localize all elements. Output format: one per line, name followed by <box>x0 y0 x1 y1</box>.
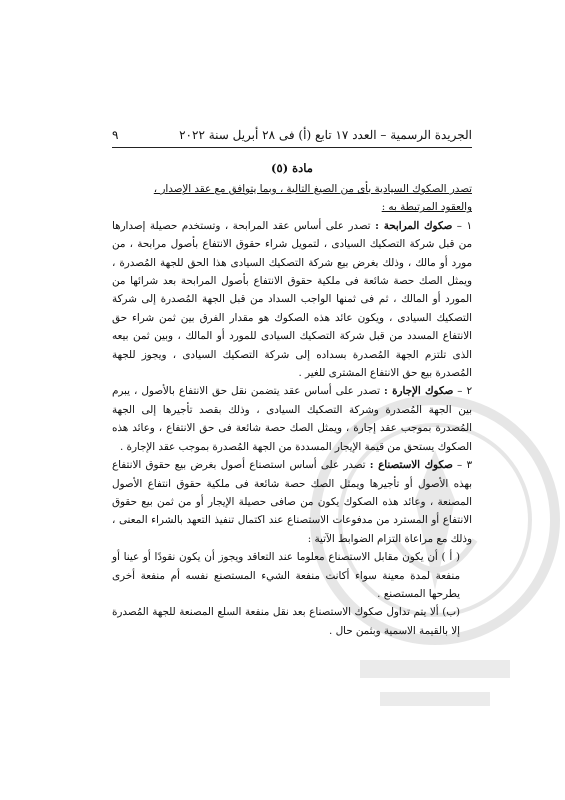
item-murabaha-label: صكوك المرابحة : <box>375 219 453 232</box>
condition-a-marker: ( أ ) <box>437 551 460 564</box>
article-title: مادة (٥) <box>271 161 313 175</box>
header-title: الجريدة الرسمية – العدد ١٧ تابع (أ) فى ٢٨ أبريل سنة ٢٠٢٢ <box>179 128 472 142</box>
intro-line-2: والعقود المرتبطة به : <box>381 201 472 214</box>
item-ijara-text: تصدر على أساس عقد يتضمن نقل حق الانتفاع بالأصول ، يبرم بين الجهة المُصدرة وشركة التصكيك السيادى ، وذلك بقصد تأجيرها إلى الجهة المُصدرة بموجب عقد إجارة ، ويمثل الصك حصة شائعة فى حق الانتفاع ، وعائد هذه الصكوك يستحق من قيمة الإيجار المسددة من الجهة المُصدرة بموجب عقد الإجارة . <box>112 385 472 453</box>
item-istisna-number: ٣ – <box>452 459 472 472</box>
item-murabaha <box>112 217 472 383</box>
condition-a <box>112 548 472 603</box>
intro-line-1: تصدر الصكوك السيادية بأى من الصيغ التالية ، وبما يتوافق مع عقد الإصدار ، <box>153 183 472 195</box>
item-murabaha-number: ١ – <box>452 219 472 232</box>
item-istisna <box>112 456 472 548</box>
item-istisna-label: صكوك الاستصناع : <box>369 459 453 472</box>
item-murabaha-text: تصدر على أساس عقد المرابحة ، وتستخدم حصيلة إصدارها من قبل شركة التصكيك السيادى ، لتمويل شراء حقوق الانتفاع بأصول مرابحة ، من مورد أو مالك ، وذلك بغرض بيع شركة التصكيك السيادى هذا الحق للجهة المُصدرة ، ويمثل الصك حصة شائعة فى ملكية حقوق الانتفاع بأصول المرابحة بعد شرائها من المورد أو المالك ، ثم فى ثمنها الواجب السداد من قبل الجهة المُصدرة إلى شركة التصكيك السيادى ، ويكون عائد هذه الصكوك هو مقدار الفرق بين ثمن شراء حق الانتفاع المسدد من قبل شركة التصكيك السيادى للمورد أو المالك ، وبين ثمن بيعه الذى تلتزم الجهة المُصدرة بسداده إلى شركة التصكيك السيادى ، ويجوز للجهة المُصدرة بيع حق الانتفاع المشترى للغير . <box>112 219 472 380</box>
article-body <box>112 180 472 640</box>
intro-paragraph <box>112 180 472 217</box>
page-number: ٩ <box>112 128 119 142</box>
condition-b <box>112 603 472 640</box>
page-header <box>112 128 472 146</box>
condition-b-text: ألا يتم تداول صكوك الاستصناع بعد نقل منفعة السلع المصنعة للجهة المُصدرة إلا بالقيمة الاسمية وبثمن حال . <box>112 606 460 637</box>
item-istisna-text: تصدر على أساس استصناع أصول بغرض بيع حقوق الانتفاع بهذه الأصول أو تأجيرها ويمثل الصك حصة شائعة فى ملكية حقوق انتفاع الأصول المصنعة ، وعائد هذه الصكوك يكون من صافى حصيلة الإيجار أو من ثمن بيع حقوق الانتفاع أو المسترد من مدفوعات الاستصناع عند اكتمال تنفيذ التعهد بالشراء المعنى ، وذلك مع مراعاة التزام الضوابط الآتية : <box>112 459 472 545</box>
header-divider <box>112 147 472 148</box>
condition-a-text: أن يكون مقابل الاستصناع معلوما عند التعاقد ويجوز أن يكون نقودًا أو عينا أو منفعة لمدة معينة سواء أكانت منفعة الشيء المستصنع نفسه أم منفعة أخرى يطرحها المستصنع . <box>112 551 460 600</box>
item-ijara <box>112 382 472 456</box>
item-ijara-number: ٢ – <box>453 385 472 398</box>
item-ijara-label: صكوك الإجارة : <box>383 385 454 398</box>
condition-b-marker: (ب) <box>438 606 460 619</box>
